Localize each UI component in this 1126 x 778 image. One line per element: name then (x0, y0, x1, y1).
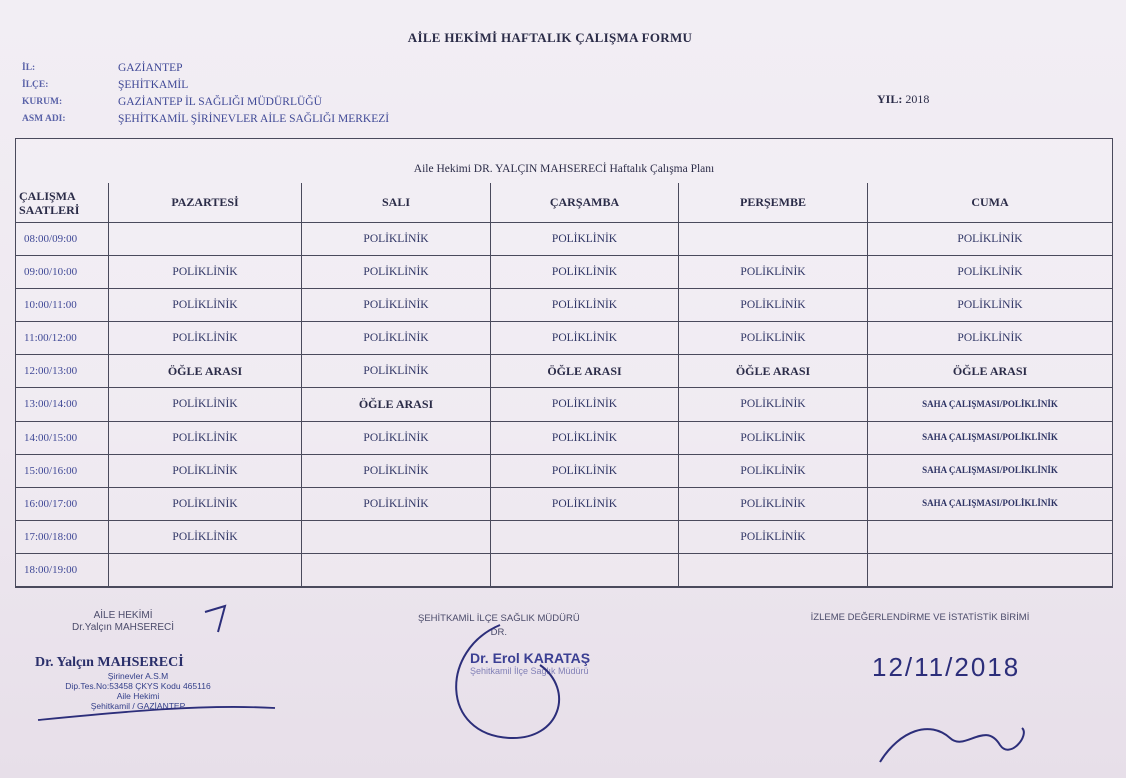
time-slot: 13:00/14:00 (16, 388, 109, 421)
doctor-stamp-line: Şirinevler A.S.M (107, 671, 169, 681)
time-slot: 17:00/18:00 (16, 521, 109, 554)
schedule-cell: POLİKLİNİK (302, 455, 491, 488)
schedule-cell: POLİKLİNİK (679, 322, 868, 355)
time-slot: 15:00/16:00 (16, 455, 109, 488)
schedule-cell: POLİKLİNİK (302, 322, 491, 355)
schedule-cell: POLİKLİNİK (302, 223, 491, 256)
meta-value: GAZİANTEP (118, 62, 183, 74)
schedule-cell: POLİKLİNİK (491, 488, 679, 521)
header-hours: ÇALIŞMA SAATLERİ (16, 183, 109, 223)
schedule-cell: POLİKLİNİK (868, 289, 1112, 322)
time-slot: 14:00/15:00 (16, 422, 109, 455)
schedule-cell: SAHA ÇALIŞMASI/POLİKLİNİK (868, 422, 1112, 455)
signature-label: İZLEME DEĞERLENDİRME VE İSTATİSTİK BİRİMİ (810, 612, 1030, 623)
header-day: CUMA (868, 183, 1112, 223)
time-slot: 10:00/11:00 (16, 289, 109, 322)
meta-key: İL: (22, 63, 36, 73)
schedule-cell: POLİKLİNİK (302, 256, 491, 289)
schedule-cell: POLİKLİNİK (491, 289, 679, 322)
schedule-cell: POLİKLİNİK (109, 488, 302, 521)
doctor-stamp-name: Dr. Yalçın MAHSERECİ (35, 655, 184, 670)
schedule-cell: ÖĞLE ARASI (302, 388, 491, 421)
time-slot: 18:00/19:00 (16, 554, 109, 587)
schedule-cell: POLİKLİNİK (491, 223, 679, 256)
schedule-cell: POLİKLİNİK (109, 422, 302, 455)
signature-stroke (205, 606, 225, 632)
schedule-cell: POLİKLİNİK (109, 289, 302, 322)
schedule-cell: POLİKLİNİK (491, 256, 679, 289)
schedule-cell: POLİKLİNİK (679, 455, 868, 488)
schedule-cell: POLİKLİNİK (491, 455, 679, 488)
schedule-cell: POLİKLİNİK (868, 223, 1112, 256)
year-label: YIL: (877, 92, 903, 106)
signature-stroke (880, 728, 1024, 762)
schedule-cell: POLİKLİNİK (302, 422, 491, 455)
signature-name: Dr.Yalçın MAHSERECİ (72, 622, 175, 633)
schedule-cell: ÖĞLE ARASI (109, 355, 302, 388)
director-stamp-role: Şehitkamil İlçe Sağlık Müdürü (470, 666, 589, 676)
director-stamp-name: Dr. Erol KARATAŞ (470, 650, 591, 666)
schedule-cell: SAHA ÇALIŞMASI/POLİKLİNİK (868, 455, 1112, 488)
schedule-cell: POLİKLİNİK (868, 322, 1112, 355)
header-day: PERŞEMBE (679, 183, 868, 223)
handwritten-date: 12/11/2018 (872, 652, 1021, 682)
schedule-cell: POLİKLİNİK (679, 388, 868, 421)
schedule-cell: POLİKLİNİK (491, 388, 679, 421)
schedule-cell: POLİKLİNİK (679, 422, 868, 455)
meta-value: ŞEHİTKAMİL (118, 79, 189, 91)
signature-stroke (456, 625, 559, 738)
schedule-cell: POLİKLİNİK (109, 322, 302, 355)
header-day: PAZARTESİ (109, 183, 302, 223)
schedule-cell: POLİKLİNİK (491, 422, 679, 455)
schedule-cell: ÖĞLE ARASI (868, 355, 1112, 388)
doctor-stamp-line: Aile Hekimi (116, 691, 160, 701)
time-slot: 11:00/12:00 (16, 322, 109, 355)
header-day: ÇARŞAMBA (491, 183, 679, 223)
schedule-cell: POLİKLİNİK (679, 289, 868, 322)
schedule-cell: POLİKLİNİK (868, 256, 1112, 289)
schedule-cell: POLİKLİNİK (302, 488, 491, 521)
doctor-stamp-line: Dip.Tes.No:53458 ÇKYS Kodu 465116 (65, 681, 211, 691)
schedule-cell: POLİKLİNİK (109, 256, 302, 289)
doctor-stamp-line: Şehitkamil / GAZİANTEP (90, 701, 186, 711)
schedule-cell: POLİKLİNİK (109, 455, 302, 488)
schedule-cell: POLİKLİNİK (109, 388, 302, 421)
time-slot: 09:00/10:00 (16, 256, 109, 289)
schedule-cell: POLİKLİNİK (302, 289, 491, 322)
time-slot: 12:00/13:00 (16, 355, 109, 388)
form-title: AİLE HEKİMİ HAFTALIK ÇALIŞMA FORMU (407, 30, 693, 45)
schedule-cell: ÖĞLE ARASI (679, 355, 868, 388)
header-day: SALI (302, 183, 491, 223)
table-caption: Aile Hekimi DR. YALÇIN MAHSERECİ Haftalık Çalışma Planı (413, 163, 715, 175)
year-value: 2018 (905, 92, 930, 106)
schedule-cell: POLİKLİNİK (679, 488, 868, 521)
schedule-cell: ÖĞLE ARASI (491, 355, 679, 388)
schedule-cell: POLİKLİNİK (679, 521, 868, 554)
meta-key: İLÇE: (22, 80, 49, 90)
schedule-cell: SAHA ÇALIŞMASI/POLİKLİNİK (868, 388, 1112, 421)
time-slot: 08:00/09:00 (16, 223, 109, 256)
schedule-cell: POLİKLİNİK (109, 521, 302, 554)
meta-key: ASM ADI: (22, 114, 66, 124)
signature-title: DR. (490, 627, 508, 638)
schedule-cell: POLİKLİNİK (679, 256, 868, 289)
time-slot: 16:00/17:00 (16, 488, 109, 521)
signature-label: ŞEHİTKAMİL İLÇE SAĞLIK MÜDÜRÜ (418, 613, 580, 624)
schedule-cell: POLİKLİNİK (302, 355, 491, 388)
meta-value: ŞEHİTKAMİL ŞİRİNEVLER AİLE SAĞLIĞI MERKEZİ (118, 113, 390, 125)
signature-stroke (38, 707, 275, 720)
schedule-cell: POLİKLİNİK (491, 322, 679, 355)
signature-label: AİLE HEKİMİ (93, 610, 153, 621)
meta-value: GAZİANTEP İL SAĞLIĞI MÜDÜRLÜĞÜ (118, 96, 322, 108)
meta-key: KURUM: (22, 97, 63, 107)
schedule-cell: SAHA ÇALIŞMASI/POLİKLİNİK (868, 488, 1112, 521)
